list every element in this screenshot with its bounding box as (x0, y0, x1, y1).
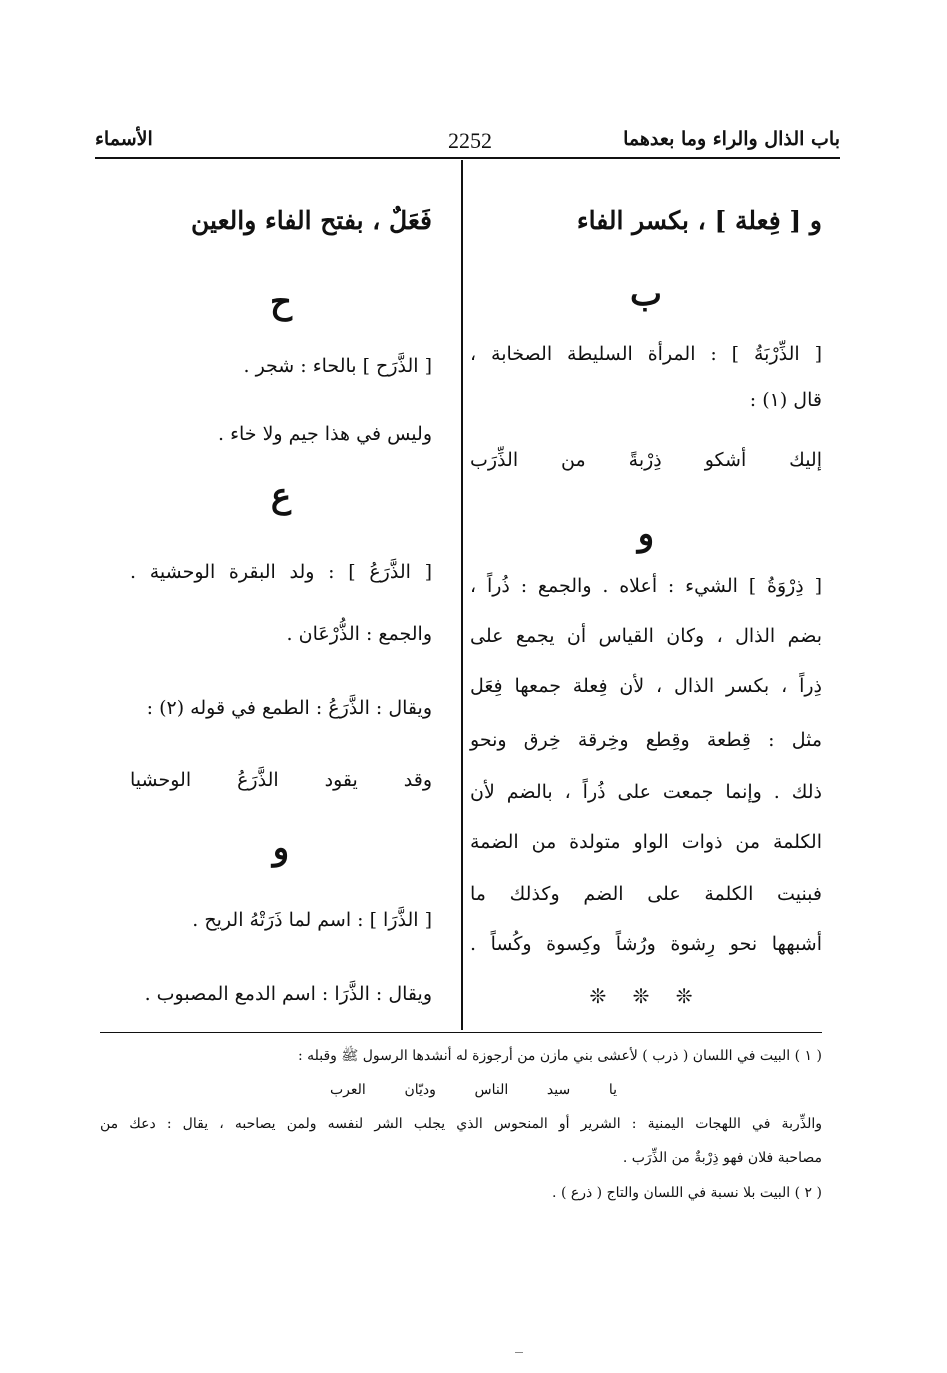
entry-dhirwa-line: مثل : قِطعة وقِطع وخِرقة خِرق ونحو (470, 729, 822, 751)
header-rule (95, 157, 840, 159)
entry-dharah-line-1: [ الذَّرَح ] بالحاء : شجر . (243, 355, 432, 377)
entry-dhara-line-3: ويقال : الذَّرَعُ : الطمع في قوله (٢) : (146, 697, 432, 719)
entry-dharah-line-2: وليس في هذا جيم ولا خاء . (218, 423, 432, 445)
entry-dhirwa-line: [ ذِرْوَةُ ] الشيء : أعلاه . والجمع : ذُراً ، (470, 575, 822, 597)
footnote-1-line-2: والذِّربة في اللهجات اليمنية : الشرير أو المنحوس الذي يجلب الشر لنفسه ولمن يصاحبه ، يقال : دعك من (100, 1116, 822, 1132)
column-divider (461, 160, 463, 1030)
verse-dhirba: إليك أشكو ذِرْبةً من الذِّرَب (470, 449, 822, 471)
footnote-1-line-3: مصاحبة فلان فهو ذِرْبةٌ من الذِّرَب . (622, 1150, 822, 1166)
section-end-stars: ❊ ❊ ❊ (589, 984, 703, 1008)
footnote-rule (100, 1032, 822, 1033)
entry-dhirwa-line: ذِراً ، بكسر الذال ، لأن فِعلة جمعها فِعَل (470, 675, 822, 697)
left-column-title: فَعَلٌ ، بفتح الفاء والعين (191, 206, 432, 235)
entry-dhirwa-line: أشبهها نحو رِشوة ورُشاً وكِسوة وكُساً . (470, 933, 822, 955)
chapter-heading: باب الذال والراء وما بعدهما (623, 128, 840, 150)
footnote-1-line-1: ( ١ ) البيت في اللسان ( ذرب ) لأعشى بني مازن من أرجوزة له أنشدها الرسول ﷺ وقبله : (297, 1048, 822, 1064)
page-speck (515, 1352, 523, 1353)
footnote-1-verse: يا سيد الناس وديّان العرب (330, 1082, 617, 1098)
letter-heading-ain: ع (270, 476, 292, 516)
right-column-title: و [ فِعلة ] ، بكسر الفاء (576, 206, 822, 235)
entry-dhirwa-line: بضم الذال ، وكان القياس أن يجمع على (470, 625, 822, 647)
letter-heading-waw: و (637, 514, 655, 554)
letter-heading-waw: و (272, 828, 290, 868)
entry-dhara-wind-line-2: ويقال : الذَّرَا : اسم الدمع المصبوب . (144, 983, 432, 1005)
entry-dhirba-line-2: قال (١) : (749, 389, 822, 411)
letter-heading-ba: ب (629, 274, 662, 314)
verse-dhara: وقد يقود الذَّرَعُ الوحشيا (130, 769, 432, 791)
section-heading: الأسماء (95, 128, 153, 150)
entry-dhirwa-line: فبنيت الكلمة على الضم وكذلك ما (470, 883, 822, 905)
entry-dhirwa-line: ذلك . وإنما جمعت على ذُراً ، بالضم لأن (470, 781, 822, 803)
entry-dhirba-line-1: [ الذِّرْبَةُ ] : المرأة السليطة الصخابة ، (470, 343, 822, 365)
entry-dhara-line-2: والجمع : الذُّرْعَان . (286, 623, 432, 645)
entry-dhirwa-line: الكلمة من ذوات الواو متولدة من الضمة (470, 831, 822, 853)
entry-dhara-line-1: [ الذَّرَعُ ] : ولد البقرة الوحشية . (130, 561, 432, 583)
footnote-2: ( ٢ ) البيت بلا نسبة في اللسان والتاج ( ذرع ) . (552, 1185, 822, 1201)
letter-heading-ha: ح (270, 282, 292, 322)
entry-dhara-wind-line-1: [ الذَّرَا ] : اسم لما ذَرَتْهُ الريح . (192, 909, 432, 931)
page-number: 2252 (448, 128, 492, 153)
